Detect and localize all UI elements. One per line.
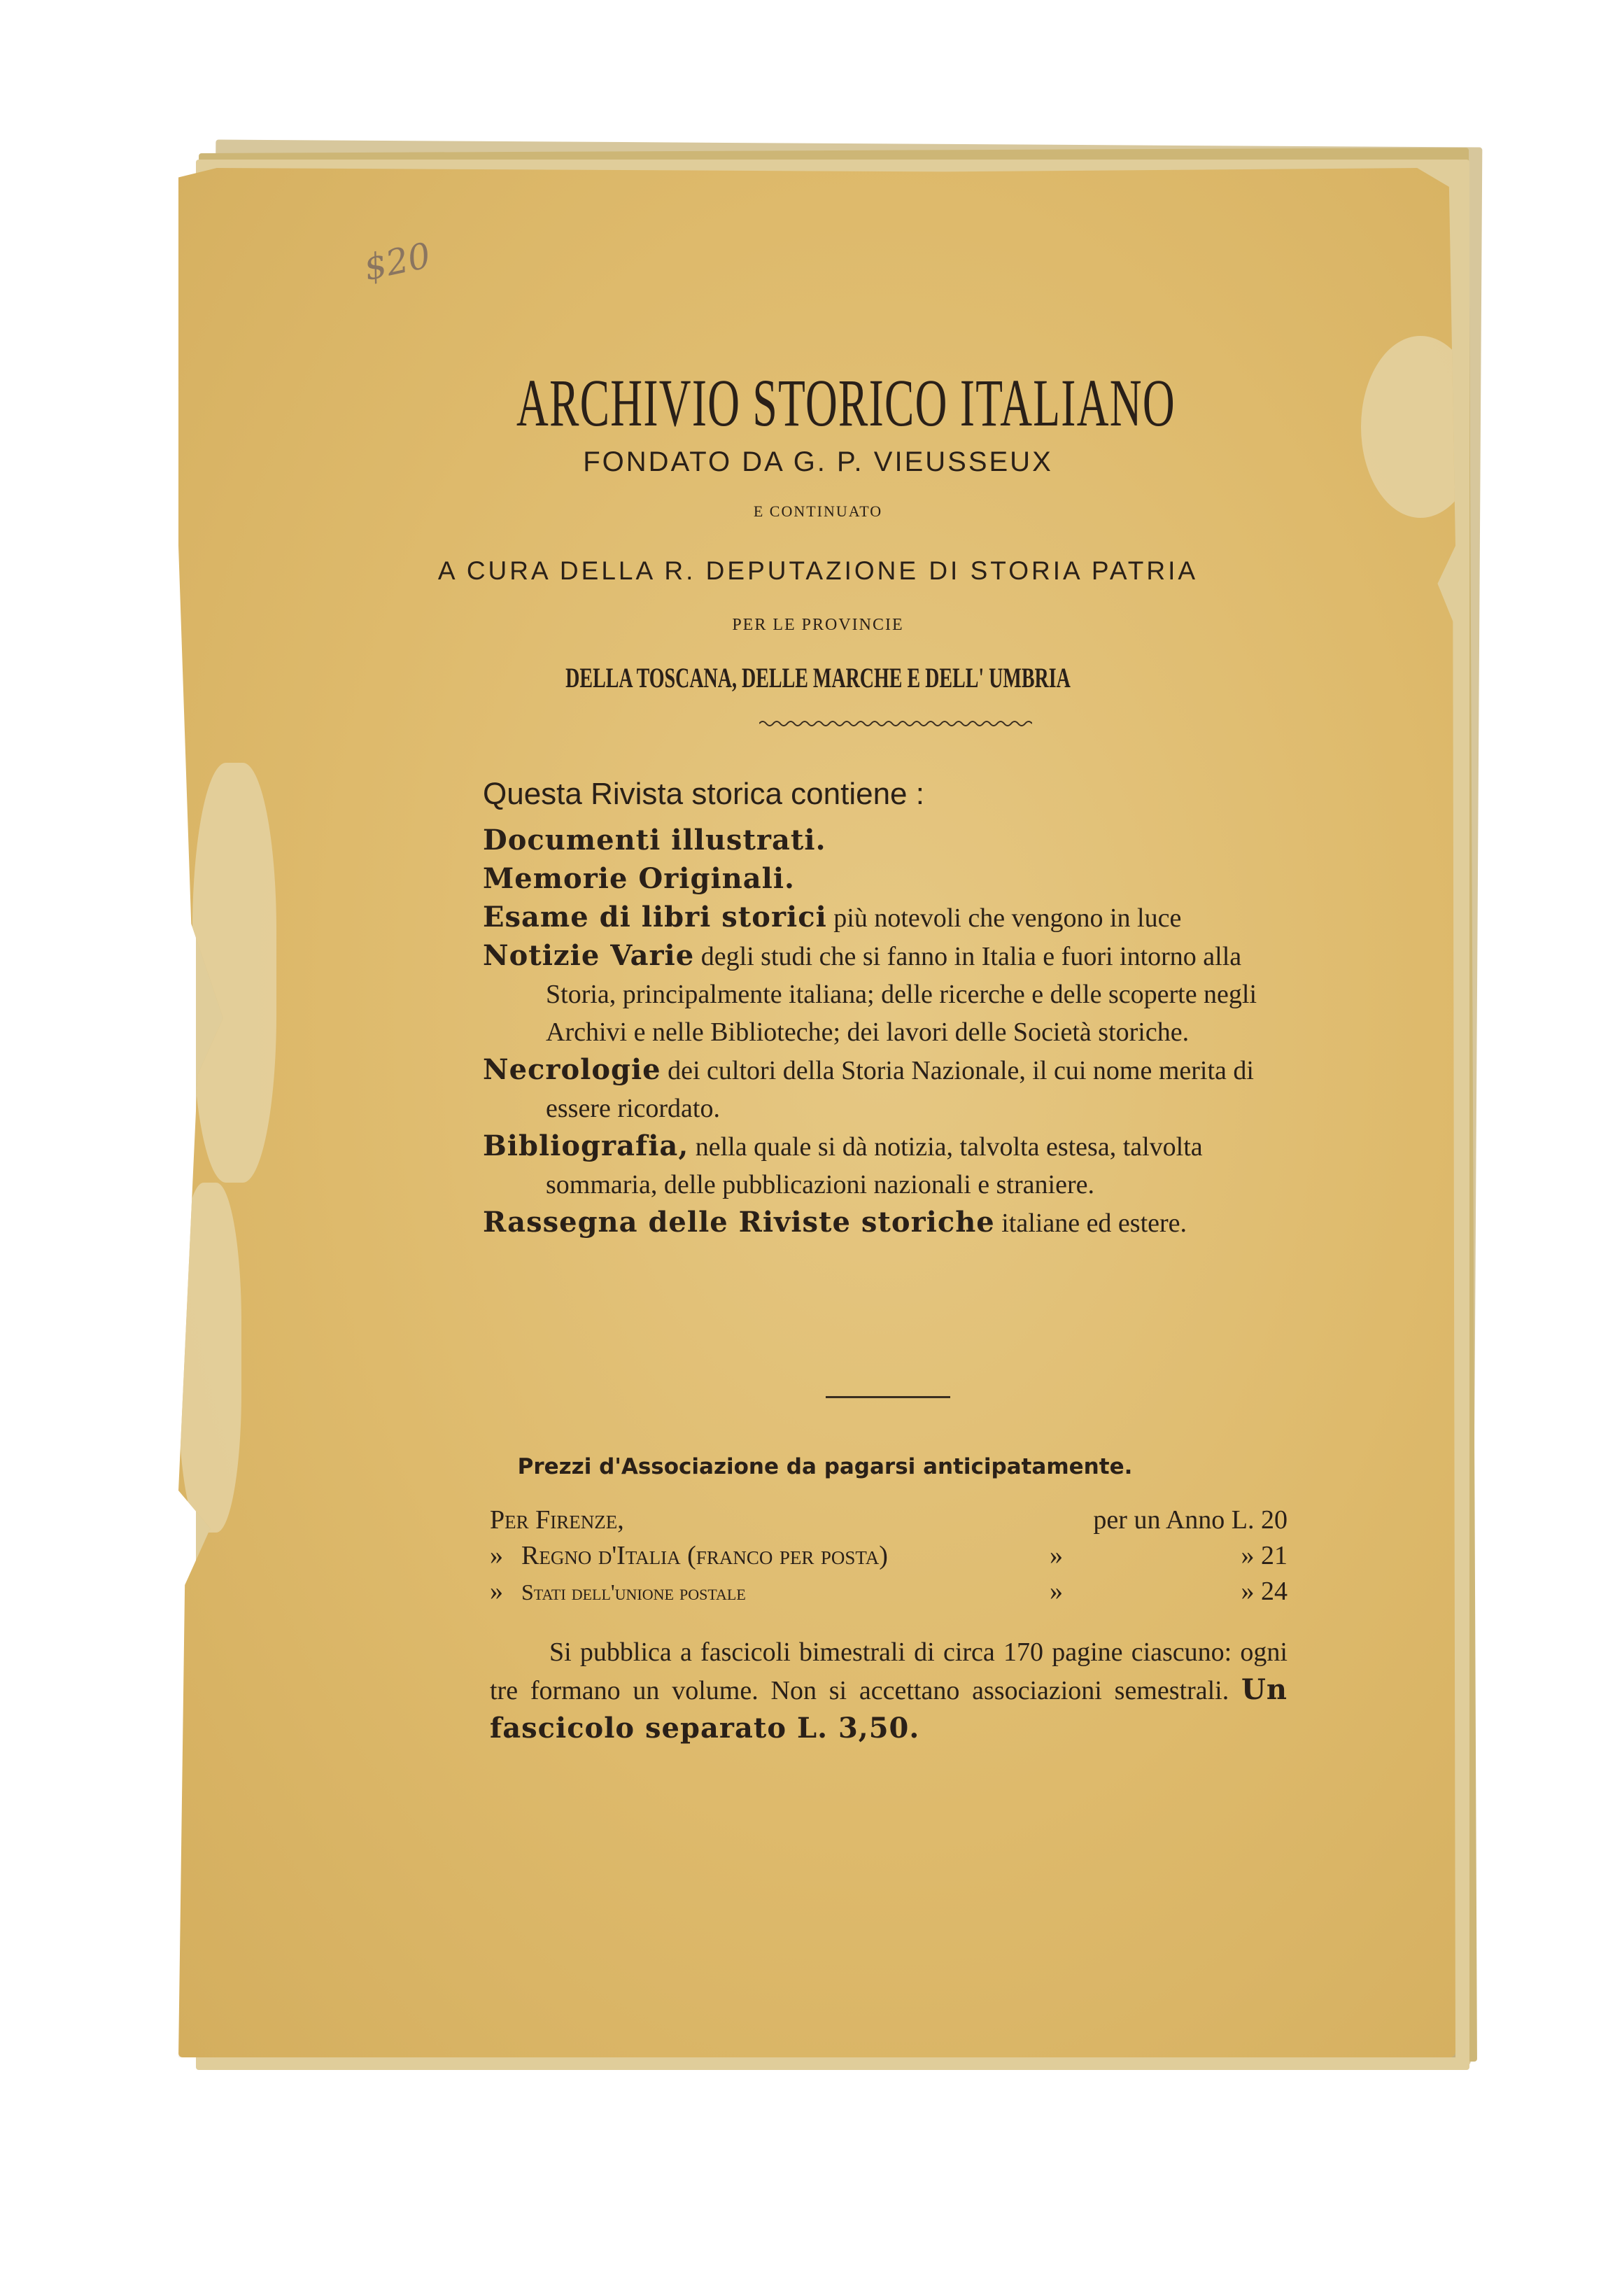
price-row xyxy=(490,1505,1288,1540)
entry-heading: Rassegna delle Riviste storiche xyxy=(483,1206,995,1239)
provinces-line: PER LE PROVINCIE xyxy=(732,616,904,634)
contents-entry xyxy=(483,1204,1305,1242)
entry-heading: Necrologie xyxy=(483,1053,661,1086)
entry-text: dei cultori della Storia Nazionale, il cui nome merita di essere ricordato. xyxy=(546,1056,1254,1123)
ditto-mark: » xyxy=(490,1541,503,1570)
price-row xyxy=(490,1540,1288,1576)
contents-section xyxy=(483,777,1305,1242)
contents-intro: Questa Rivista storica contiene : xyxy=(483,777,924,811)
wavy-divider xyxy=(759,719,1032,728)
journal-title: ARCHIVIO STORICO ITALIANO xyxy=(516,365,1176,440)
entry-text: nella quale si dà notizia, talvolta estesa, talvolta sommaria, delle pubblicazioni nazionali e straniere. xyxy=(546,1132,1203,1199)
price-row xyxy=(490,1576,1288,1612)
contents-entry xyxy=(483,1127,1305,1204)
price-value: » 24 xyxy=(1241,1577,1288,1606)
entry-text: italiane ed estere. xyxy=(994,1209,1187,1238)
ditto-mark: » xyxy=(1050,1541,1063,1570)
contents-entry xyxy=(483,899,1305,937)
entry-heading: Esame di libri storici xyxy=(483,901,827,934)
publisher-line: A CURA DELLA R. DEPUTAZIONE DI STORIA PATRIA xyxy=(437,556,1199,585)
price-label: Regno d'Italia (franco per posta) xyxy=(521,1541,888,1570)
single-issue-price: Un fascicolo separato L. 3,50. xyxy=(490,1673,1288,1745)
ditto-mark: » xyxy=(490,1577,503,1606)
price-label: Per Firenze, xyxy=(490,1505,624,1535)
entry-heading: Memorie Originali. xyxy=(483,862,795,895)
contents-entry xyxy=(483,860,1305,899)
price-label: Stati dell'unione postale xyxy=(521,1579,746,1605)
handwritten-note: $20 xyxy=(360,234,435,289)
entry-text: più notevoli che vengono in luce xyxy=(826,903,1182,933)
publication-info xyxy=(490,1634,1288,1748)
contents-entry xyxy=(483,822,1305,860)
contents-entry xyxy=(483,1051,1305,1127)
entry-text: degli studi che si fanno in Italia e fuori intorno alla Storia, principalmente italiana; delle ricerche e delle scoperte negli Archivi e nelle Biblioteche; dei lavori delle Società storiche. xyxy=(546,942,1257,1047)
regions-line: DELLA TOSCANA, DELLE MARCHE E DELL' UMBRIA xyxy=(565,662,1071,693)
price-value: per un Anno L. 20 xyxy=(1093,1505,1288,1535)
founder-line: FONDATO DA G. P. VIEUSSEUX xyxy=(583,446,1053,477)
entry-heading: Documenti illustrati. xyxy=(483,824,826,857)
continued-line: E CONTINUATO xyxy=(753,502,883,520)
section-divider xyxy=(826,1396,950,1398)
price-value: » 21 xyxy=(1241,1541,1288,1570)
publication-schedule: Si pubblica a fascicoli bimestrali di circa 170 pagine ciascuno: ogni tre formano un volume. Non si accettano associazioni semestrali. xyxy=(490,1638,1288,1705)
contents-entry xyxy=(483,937,1305,1051)
price-table xyxy=(490,1505,1288,1612)
prices-heading: Prezzi d'Associazione da pagarsi anticipatamente. xyxy=(517,1454,1133,1479)
entry-heading: Notizie Varie xyxy=(483,939,695,972)
ditto-mark: » xyxy=(1050,1577,1063,1606)
entry-heading: Bibliografia, xyxy=(483,1129,689,1162)
